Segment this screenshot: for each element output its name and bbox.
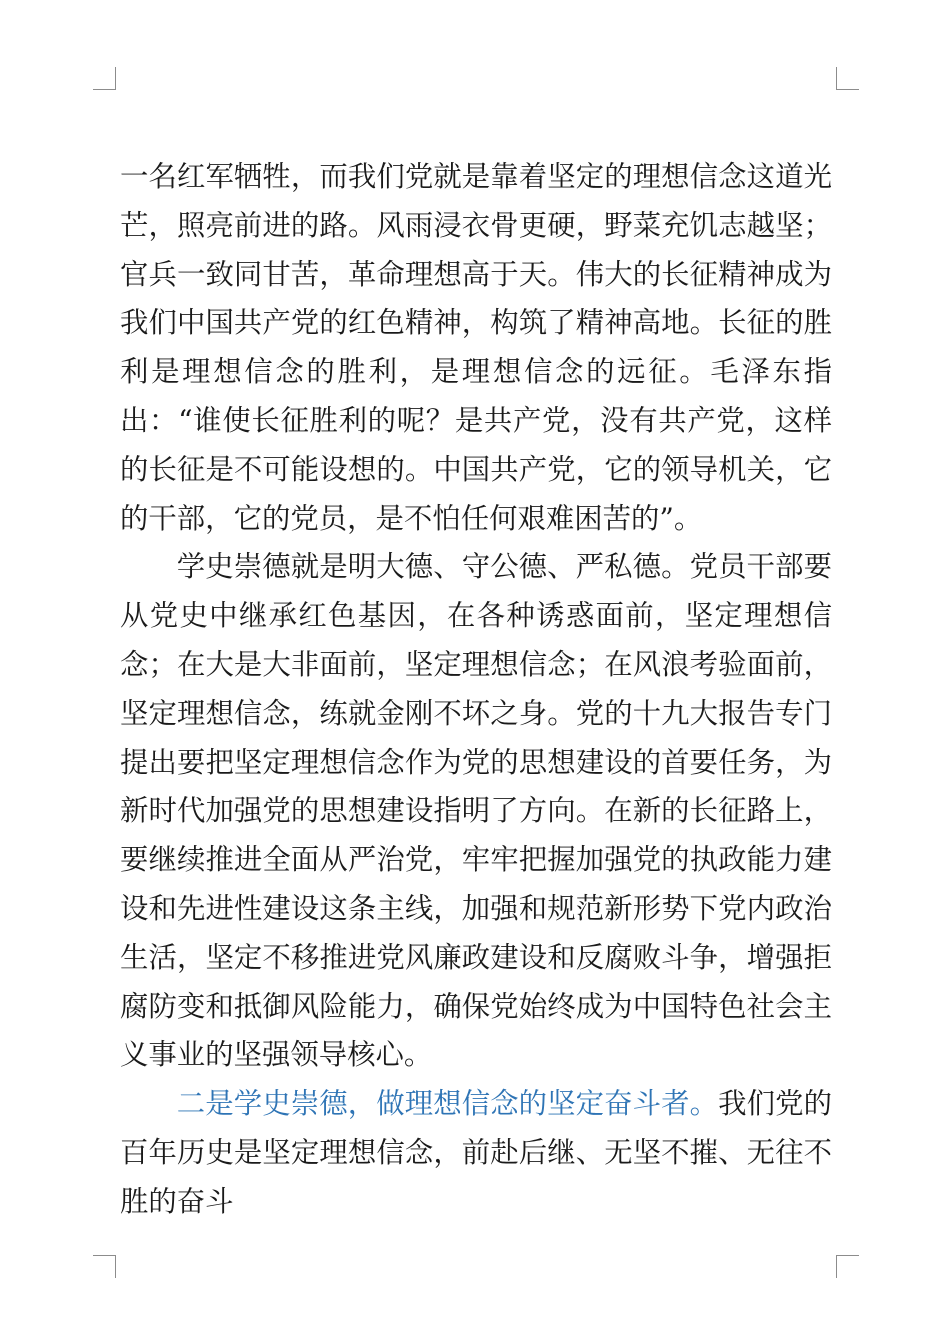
document-body: [120, 153, 832, 1227]
paragraph-study-virtue: 学史崇德就是明大德、守公德、严私德。党员干部要从党史中继承红色基因，在各种诱惑面前，坚定理想信念；在大是大非面前，坚定理想信念；在风浪考验面前，坚定理想信念，练就金刚不坏之身。党的十九大报告专门提出要把坚定理想信念作为党的思想建设的首要任务，为新时代加强党的思想建设指明了方向。在新的长征路上，要继续推进全面从严治党，牢牢把握加强党的执政能力建设和先进性建设这条主线，加强和规范新形势下党内政治生活，坚定不移推进党风廉政建设和反腐败斗争，增强拒腐防变和抵御风险能力，确保党始终成为中国特色社会主义事业的坚强领导核心。: [120, 550, 832, 1072]
paragraph-section-two: [120, 1080, 832, 1226]
crop-mark-bottom-right: [836, 1255, 859, 1278]
paragraph-continuation: 一名红军牺牲，而我们党就是靠着坚定的理想信念这道光芒，照亮前进的路。风雨浸衣骨更硬，野菜充饥志越坚；官兵一致同甘苦，革命理想高于天。伟大的长征精神成为我们中国共产党的红色精神，构筑了精神高地。长征的胜利是理想信念的胜利，是理想信念的远征。毛泽东指出：“谁使长征胜利的呢？是共产党，没有共产党，这样的长征是不可能设想的。中国共产党，它的领导机关，它的干部，它的党员，是不怕任何艰难困苦的”。: [120, 160, 832, 535]
section-body: 我们党的百年历史是坚定理想信念，前赴后继、无坚不摧、无往不胜的奋斗: [120, 1087, 832, 1218]
section-heading: 二是学史崇德，做理想信念的坚定奋斗者。: [176, 1087, 719, 1121]
crop-mark-top-right: [836, 67, 859, 90]
crop-mark-bottom-left: [93, 1255, 116, 1278]
crop-mark-top-left: [93, 67, 116, 90]
